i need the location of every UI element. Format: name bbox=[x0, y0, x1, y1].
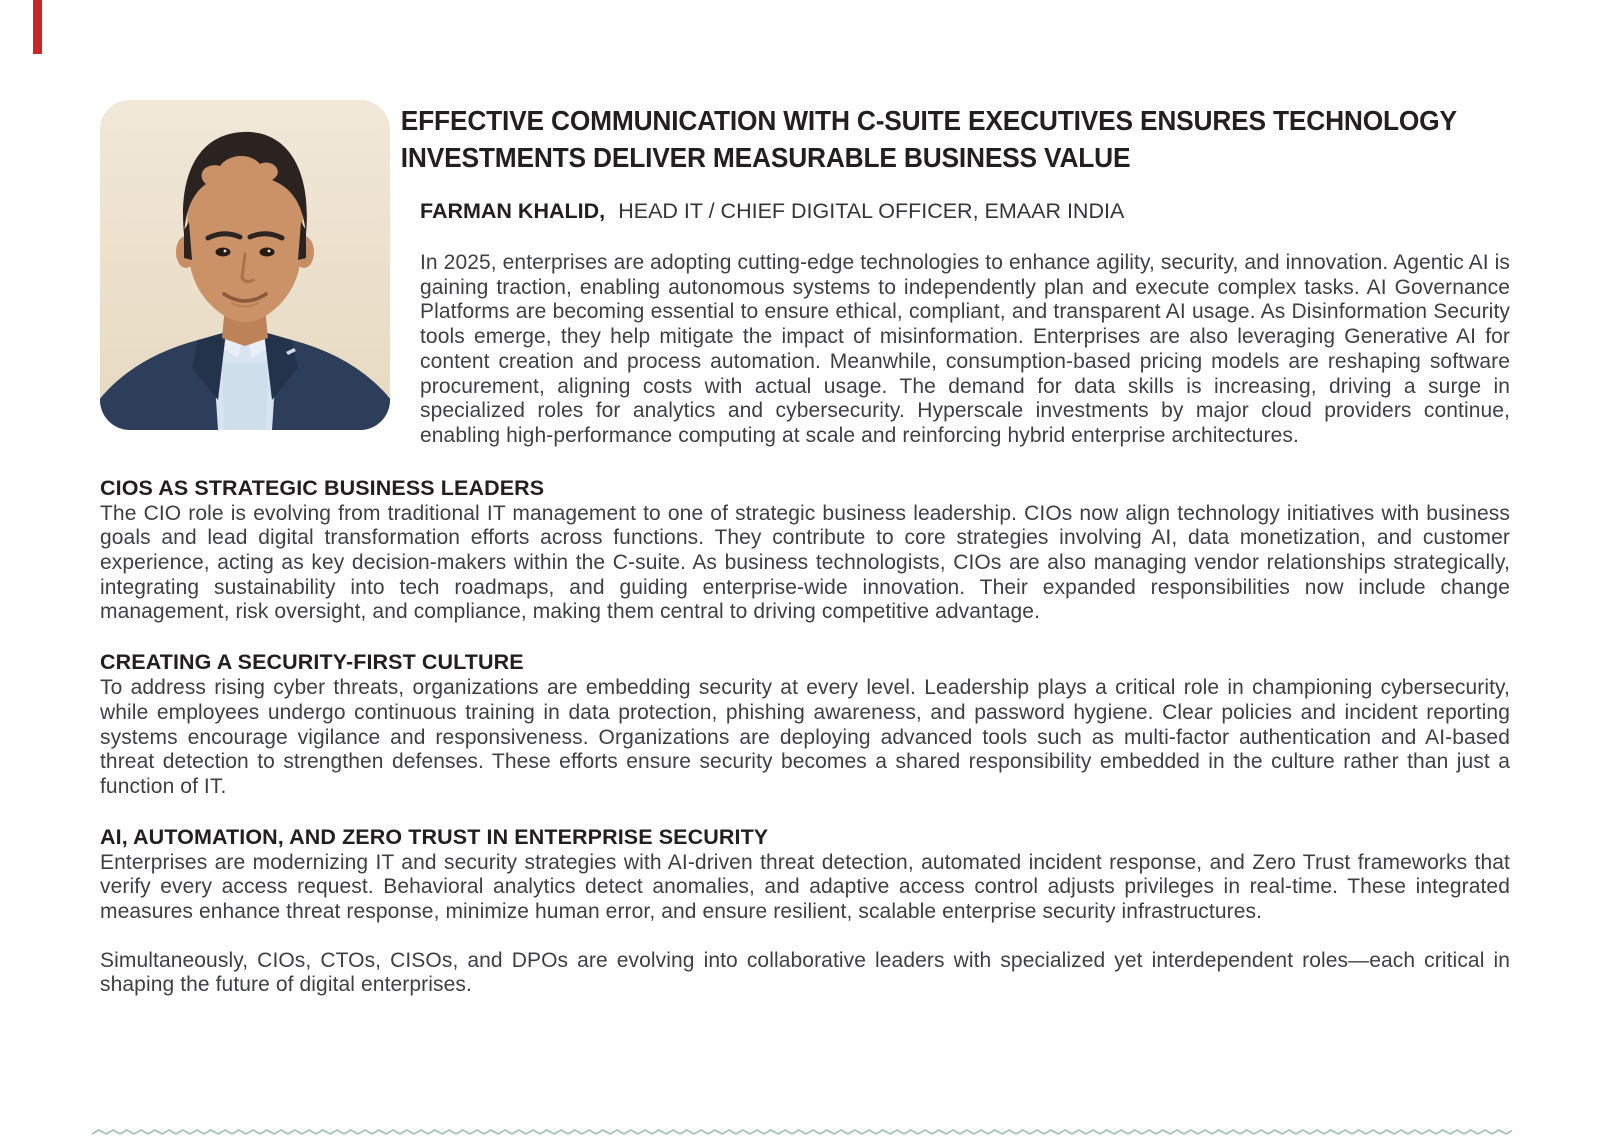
closing-paragraph: Simultaneously, CIOs, CTOs, CISOs, and DPOs are evolving into collaborative leaders with specialized yet interdependent roles—each critical in shaping the future of digital enterprises. bbox=[100, 948, 1510, 997]
byline-author-name: FARMAN KHALID, bbox=[420, 199, 606, 223]
byline-author-role: HEAD IT / CHIEF DIGITAL OFFICER, EMAAR INDIA bbox=[618, 199, 1125, 223]
intro-paragraph: In 2025, enterprises are adopting cutting-edge technologies to enhance agility, security, and innovation. Agentic AI is gaining traction, enabling autonomous systems to independently plan and execute complex tasks. AI Governance Platforms are becoming essential to ensure ethical, compliant, and transparent AI usage. As Disinformation Security tools emerge, they help mitigate the impact of misinformation. Enterprises are also leveraging Generative AI for content creation and process automation. Meanwhile, consumption-based pricing models are reshaping software procurement, aligning costs with actual usage. The demand for data skills is increasing, driving a surge in specialized roles for analytics and cybersecurity. Hyperscale investments by major cloud providers continue, enabling high-performance computing at scale and reinforcing hybrid enterprise architectures. bbox=[420, 251, 1510, 447]
article-headline bbox=[100, 102, 1510, 176]
section-cios-as-strategic-business-leaders bbox=[100, 475, 1510, 626]
section-ai-automation-zero-trust bbox=[100, 824, 1510, 925]
article-sections bbox=[100, 475, 1510, 999]
wavy-divider-line bbox=[92, 1127, 1512, 1137]
section-body: The CIO role is evolving from traditional IT management to one of strategic business leadership. CIOs now align technology initiatives with business goals and lead digital transformation efforts across functions. They contribute to core strategies involving AI, data monetization, and customer experience, acting as key decision-makers within the C-suite. As business technologists, CIOs are also managing vendor relationships strategically, integrating sustainability into tech roadmaps, and guiding enterprise-wide innovation. Their expanded responsibilities now include change management, risk oversight, and compliance, making them central to driving competitive advantage. bbox=[100, 501, 1510, 624]
section-heading: AI, AUTOMATION, AND ZERO TRUST IN ENTERPRISE SECURITY bbox=[100, 824, 769, 849]
section-heading: CIOS AS STRATEGIC BUSINESS LEADERS bbox=[100, 475, 545, 500]
red-page-accent-mark bbox=[33, 0, 42, 54]
section-heading: CREATING A SECURITY-FIRST CULTURE bbox=[100, 650, 524, 675]
headline-line-2: INVESTMENTS DELIVER MEASURABLE BUSINESS VALUE bbox=[400, 142, 1131, 173]
section-body: Enterprises are modernizing IT and security strategies with AI-driven threat detection, automated incident response, and Zero Trust frameworks that verify every access request. Behavioral analytics detect anomalies, and adaptive access control adjusts privileges in real-time. These integrated measures enhance threat response, minimize human error, and ensure resilient, scalable enterprise security infrastructures. bbox=[100, 850, 1510, 924]
article-content bbox=[100, 100, 1510, 998]
section-body: To address rising cyber threats, organizations are embedding security at every level. Leadership plays a critical role in championing cybersecurity, while employees undergo continuous training in data protection, phishing awareness, and password hygiene. Clear policies and incident reporting systems encourage vigilance and responsiveness. Organizations are deploying advanced tools such as multi-factor authentication and AI-based threat detection to strengthen defenses. These efforts ensure security becomes a shared responsibility embedded in the culture rather than just a function of IT. bbox=[100, 676, 1510, 798]
headline-line-1: EFFECTIVE COMMUNICATION WITH C-SUITE EXECUTIVES ENSURES TECHNOLOGY bbox=[400, 105, 1457, 136]
section-creating-a-security-first-culture bbox=[100, 649, 1510, 800]
